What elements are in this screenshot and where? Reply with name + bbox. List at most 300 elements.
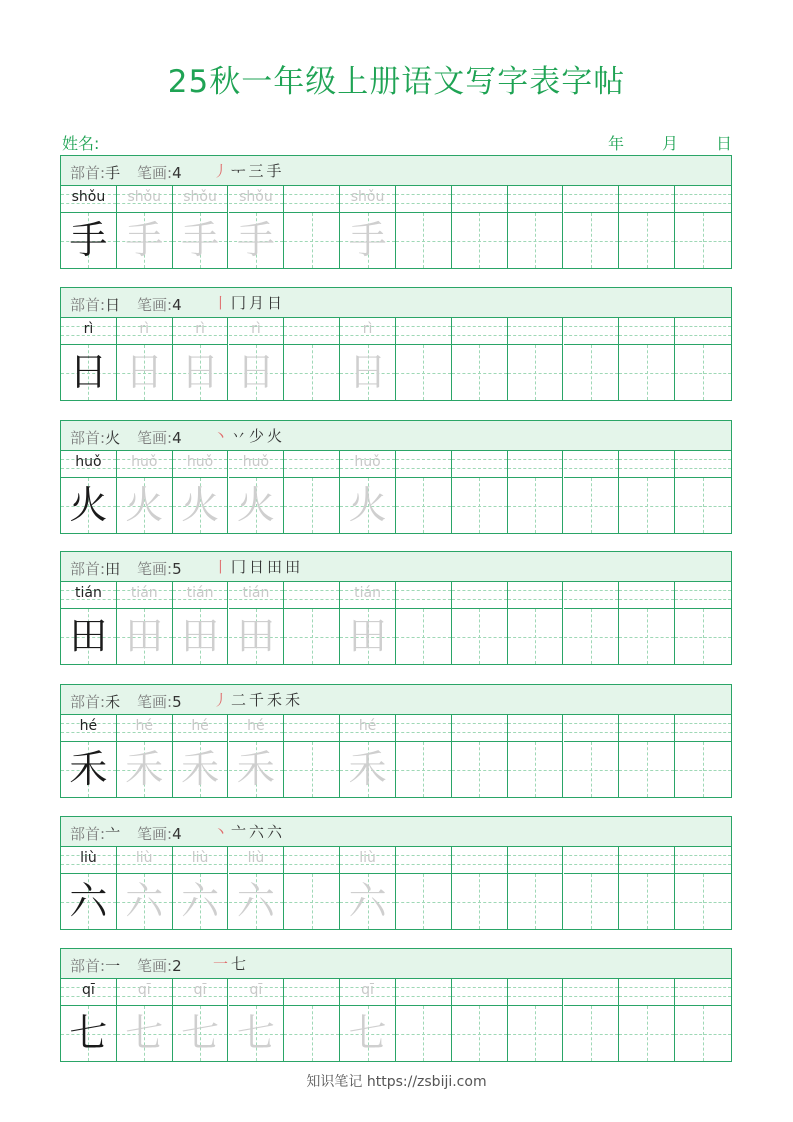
trace-character: 田 <box>125 614 164 658</box>
writing-cell[interactable] <box>173 451 229 533</box>
guide-line <box>284 723 339 724</box>
block-header <box>61 421 731 451</box>
pinyin-box <box>564 582 619 609</box>
pinyin-box <box>173 847 228 874</box>
writing-cell[interactable] <box>675 318 731 400</box>
writing-cell[interactable] <box>675 451 731 533</box>
character-box <box>675 478 731 533</box>
stroke-count-label: 笔画: <box>137 957 173 975</box>
pinyin-trace: liù <box>191 850 209 866</box>
writing-cell[interactable] <box>452 582 508 664</box>
pinyin-box <box>229 847 284 874</box>
pinyin-box <box>508 186 563 213</box>
writing-cell[interactable] <box>619 451 675 533</box>
character-box <box>619 478 674 533</box>
character-box <box>173 213 228 268</box>
writing-cell[interactable] <box>117 847 173 929</box>
stroke-sequence <box>213 556 303 577</box>
writing-cell[interactable] <box>564 979 620 1061</box>
guide-line <box>452 987 507 988</box>
pinyin-box <box>173 979 228 1006</box>
guide-line <box>675 1034 731 1035</box>
pinyin-box <box>61 451 116 478</box>
pinyin-trace: huǒ <box>242 454 270 470</box>
guide-line <box>396 468 451 469</box>
pinyin-box <box>117 979 172 1006</box>
pinyin-box <box>61 847 116 874</box>
writing-cell[interactable] <box>229 847 285 929</box>
guide-line <box>508 459 563 460</box>
guide-line <box>675 902 731 903</box>
writing-cell[interactable] <box>396 979 452 1061</box>
guide-line <box>396 241 451 242</box>
character-box <box>340 742 395 797</box>
character-box <box>340 345 395 400</box>
stroke-count-value: 4 <box>172 164 182 182</box>
block-header <box>61 817 731 847</box>
writing-cell[interactable] <box>117 451 173 533</box>
character-box <box>452 345 507 400</box>
character-box <box>396 213 451 268</box>
radical-value: 田 <box>105 560 121 578</box>
writing-cell[interactable] <box>173 318 229 400</box>
pinyin-trace: liù <box>247 850 265 866</box>
writing-cell[interactable] <box>508 451 564 533</box>
character-box <box>229 874 284 929</box>
pinyin-box <box>675 318 731 345</box>
trace-character: 火 <box>236 483 275 527</box>
writing-cell[interactable] <box>229 582 285 664</box>
guide-line <box>508 326 563 327</box>
writing-cell[interactable] <box>340 186 396 268</box>
character-block <box>60 155 732 269</box>
writing-cell[interactable] <box>564 451 620 533</box>
guide-line <box>452 326 507 327</box>
stroke-count-label: 笔画: <box>137 296 173 314</box>
character-box <box>229 742 284 797</box>
guide-line <box>619 203 674 204</box>
writing-cell[interactable] <box>564 186 620 268</box>
pinyin-box <box>173 186 228 213</box>
writing-cell[interactable] <box>675 582 731 664</box>
stroke-count-value: 4 <box>172 429 182 447</box>
guide-line <box>619 194 674 195</box>
pinyin-box <box>452 582 507 609</box>
guide-line <box>675 590 731 591</box>
guide-line <box>284 855 339 856</box>
pinyin-trace: qī <box>249 982 263 998</box>
writing-cell[interactable] <box>117 715 173 797</box>
character-box <box>452 742 507 797</box>
guide-line <box>619 732 674 733</box>
guide-line <box>619 468 674 469</box>
writing-cell[interactable] <box>340 451 396 533</box>
writing-cell[interactable] <box>284 715 340 797</box>
guide-line <box>452 723 507 724</box>
guide-line <box>564 996 619 997</box>
guide-line <box>452 203 507 204</box>
stroke-step: 丶 <box>213 427 232 445</box>
writing-cell[interactable] <box>508 979 564 1061</box>
writing-grid <box>61 318 731 400</box>
guide-line <box>452 770 507 771</box>
character-box <box>619 1006 674 1061</box>
writing-cell[interactable] <box>173 186 229 268</box>
pinyin-box <box>396 451 451 478</box>
name-date-line <box>62 131 734 153</box>
writing-cell[interactable] <box>284 318 340 400</box>
character-box <box>61 213 116 268</box>
character-box <box>452 874 507 929</box>
stroke-sequence <box>213 425 285 446</box>
trace-character: 田 <box>181 614 220 658</box>
writing-grid <box>61 451 731 533</box>
pinyin-trace: hé <box>358 718 377 734</box>
writing-cell[interactable] <box>508 318 564 400</box>
stroke-step: 七 <box>231 955 250 973</box>
writing-cell[interactable] <box>396 451 452 533</box>
character-box <box>508 478 563 533</box>
guide-line <box>675 194 731 195</box>
trace-character: 六 <box>236 879 275 923</box>
character-box <box>61 478 116 533</box>
guide-line <box>452 864 507 865</box>
pinyin-box <box>229 582 284 609</box>
writing-cell[interactable] <box>173 715 229 797</box>
guide-line <box>564 902 619 903</box>
writing-cell[interactable] <box>564 847 620 929</box>
writing-cell[interactable] <box>396 847 452 929</box>
model-character: 禾 <box>69 747 108 791</box>
pinyin-box <box>564 186 619 213</box>
guide-line <box>508 1034 563 1035</box>
writing-cell[interactable] <box>452 186 508 268</box>
writing-cell[interactable] <box>340 847 396 929</box>
pinyin-text: tián <box>74 585 102 601</box>
pinyin-trace: tián <box>186 585 214 601</box>
pinyin-trace: rì <box>139 321 150 337</box>
trace-character: 六 <box>125 879 164 923</box>
writing-cell[interactable] <box>284 979 340 1061</box>
guide-line <box>284 459 339 460</box>
stroke-step: 亠 <box>231 823 250 841</box>
writing-cell[interactable] <box>452 979 508 1061</box>
writing-grid <box>61 582 731 664</box>
writing-cell[interactable] <box>564 582 620 664</box>
pinyin-trace: tián <box>130 585 158 601</box>
pinyin-box <box>396 186 451 213</box>
guide-line <box>508 637 563 638</box>
writing-cell[interactable] <box>619 715 675 797</box>
writing-cell[interactable] <box>396 186 452 268</box>
writing-cell[interactable] <box>340 979 396 1061</box>
writing-cell[interactable] <box>396 318 452 400</box>
writing-cell[interactable] <box>619 186 675 268</box>
writing-cell[interactable] <box>284 582 340 664</box>
character-box <box>396 742 451 797</box>
character-box <box>284 213 339 268</box>
character-box <box>229 1006 284 1061</box>
character-box <box>117 874 172 929</box>
model-character: 田 <box>69 614 108 658</box>
stroke-count-info <box>137 691 182 712</box>
writing-cell[interactable] <box>229 186 285 268</box>
guide-line <box>564 326 619 327</box>
writing-cell[interactable] <box>675 847 731 929</box>
writing-grid <box>61 847 731 929</box>
stroke-step: 丨 <box>213 558 232 576</box>
stroke-count-info <box>137 294 182 315</box>
character-box <box>340 478 395 533</box>
guide-line <box>619 987 674 988</box>
trace-character: 日 <box>236 350 275 394</box>
writing-cell[interactable] <box>452 847 508 929</box>
guide-line <box>452 732 507 733</box>
writing-cell[interactable] <box>284 847 340 929</box>
stroke-step: 三 <box>248 162 267 180</box>
character-box <box>173 874 228 929</box>
writing-cell[interactable] <box>61 451 117 533</box>
writing-cell[interactable] <box>173 582 229 664</box>
writing-cell[interactable] <box>117 979 173 1061</box>
stroke-count-value: 4 <box>172 825 182 843</box>
character-box <box>508 874 563 929</box>
pinyin-box <box>619 582 674 609</box>
writing-cell[interactable] <box>675 186 731 268</box>
trace-character: 手 <box>236 218 275 262</box>
writing-cell[interactable] <box>284 186 340 268</box>
pinyin-box <box>396 715 451 742</box>
writing-cell[interactable] <box>340 318 396 400</box>
guide-line <box>508 599 563 600</box>
pinyin-text: hé <box>79 718 98 734</box>
guide-line <box>619 770 674 771</box>
guide-line <box>452 194 507 195</box>
character-box <box>452 478 507 533</box>
guide-line <box>508 335 563 336</box>
writing-cell[interactable] <box>173 979 229 1061</box>
writing-cell[interactable] <box>173 847 229 929</box>
character-box <box>284 1006 339 1061</box>
writing-cell[interactable] <box>396 715 452 797</box>
character-box <box>396 609 451 664</box>
writing-cell[interactable] <box>508 582 564 664</box>
writing-cell[interactable] <box>619 847 675 929</box>
writing-cell[interactable] <box>675 979 731 1061</box>
guide-line <box>564 855 619 856</box>
writing-cell[interactable] <box>61 847 117 929</box>
writing-cell[interactable] <box>229 451 285 533</box>
guide-line <box>564 506 619 507</box>
pinyin-trace: hé <box>135 718 153 734</box>
guide-line <box>675 723 731 724</box>
writing-cell[interactable] <box>229 318 285 400</box>
writing-cell[interactable] <box>61 715 117 797</box>
writing-cell[interactable] <box>61 979 117 1061</box>
writing-cell[interactable] <box>675 715 731 797</box>
trace-character: 田 <box>348 614 387 658</box>
character-box <box>675 609 731 664</box>
pinyin-box <box>452 715 507 742</box>
radical-info <box>70 294 120 315</box>
block-header <box>61 288 731 318</box>
writing-cell[interactable] <box>452 451 508 533</box>
writing-cell[interactable] <box>508 186 564 268</box>
stroke-sequence <box>213 292 285 313</box>
guide-line <box>675 637 731 638</box>
guide-line <box>284 506 339 507</box>
guide-line <box>284 732 339 733</box>
guide-line <box>284 637 339 638</box>
writing-cell[interactable] <box>117 582 173 664</box>
pinyin-box <box>284 847 339 874</box>
guide-line <box>284 241 339 242</box>
writing-cell[interactable] <box>452 715 508 797</box>
writing-cell[interactable] <box>61 318 117 400</box>
stroke-count-info <box>137 558 182 579</box>
pinyin-box <box>396 582 451 609</box>
guide-line <box>396 864 451 865</box>
writing-cell[interactable] <box>508 715 564 797</box>
writing-cell[interactable] <box>229 979 285 1061</box>
pinyin-trace: liù <box>359 850 376 866</box>
guide-line <box>284 194 339 195</box>
guide-line <box>508 506 563 507</box>
trace-character: 禾 <box>348 747 387 791</box>
guide-line <box>675 459 731 460</box>
trace-character: 六 <box>181 879 220 923</box>
guide-line <box>452 335 507 336</box>
guide-line <box>396 855 451 856</box>
writing-cell[interactable] <box>229 715 285 797</box>
pinyin-box <box>61 715 116 742</box>
writing-cell[interactable] <box>619 582 675 664</box>
trace-character: 日 <box>125 350 164 394</box>
stroke-count-value: 5 <box>172 560 182 578</box>
pinyin-box <box>508 582 563 609</box>
stroke-step: 禾 <box>267 691 286 709</box>
writing-cell[interactable] <box>61 186 117 268</box>
stroke-step: 千 <box>249 691 268 709</box>
character-box <box>229 345 284 400</box>
pinyin-box <box>117 451 172 478</box>
writing-cell[interactable] <box>564 318 620 400</box>
guide-line <box>564 864 619 865</box>
writing-cell[interactable] <box>396 582 452 664</box>
radical-label: 部首: <box>70 560 106 578</box>
writing-cell[interactable] <box>340 715 396 797</box>
guide-line <box>619 723 674 724</box>
guide-line <box>564 468 619 469</box>
writing-cell[interactable] <box>452 318 508 400</box>
radical-info <box>70 823 120 844</box>
block-header <box>61 156 731 186</box>
radical-info <box>70 427 120 448</box>
guide-line <box>675 987 731 988</box>
pinyin-box <box>284 582 339 609</box>
stroke-sequence <box>213 160 285 181</box>
writing-cell[interactable] <box>284 451 340 533</box>
radical-value: 火 <box>105 429 121 447</box>
character-box <box>675 874 731 929</box>
pinyin-box <box>619 318 674 345</box>
block-header <box>61 552 731 582</box>
writing-cell[interactable] <box>619 979 675 1061</box>
guide-line <box>675 373 731 374</box>
writing-cell[interactable] <box>117 186 173 268</box>
writing-cell[interactable] <box>117 318 173 400</box>
pinyin-box <box>675 715 731 742</box>
trace-character: 火 <box>181 483 220 527</box>
stroke-count-value: 5 <box>172 693 182 711</box>
character-block <box>60 816 732 930</box>
character-box <box>619 345 674 400</box>
guide-line <box>675 326 731 327</box>
character-box <box>396 478 451 533</box>
pinyin-box <box>173 318 228 345</box>
character-box <box>396 874 451 929</box>
character-box <box>619 609 674 664</box>
guide-line <box>508 194 563 195</box>
guide-line <box>396 723 451 724</box>
stroke-step: 丿 <box>213 162 232 180</box>
pinyin-box <box>229 979 284 1006</box>
pinyin-trace: rì <box>362 321 373 337</box>
character-box <box>508 609 563 664</box>
guide-line <box>508 864 563 865</box>
character-box <box>173 345 228 400</box>
stroke-count-info <box>137 162 182 183</box>
writing-cell[interactable] <box>340 582 396 664</box>
model-character: 火 <box>69 483 108 527</box>
trace-character: 日 <box>181 350 220 394</box>
writing-cell[interactable] <box>61 582 117 664</box>
trace-character: 七 <box>181 1011 220 1055</box>
pinyin-box <box>284 318 339 345</box>
pinyin-box <box>284 451 339 478</box>
stroke-step: 田 <box>285 558 304 576</box>
guide-line <box>675 468 731 469</box>
character-box <box>452 213 507 268</box>
guide-line <box>619 996 674 997</box>
writing-cell[interactable] <box>564 715 620 797</box>
character-box <box>508 345 563 400</box>
guide-line <box>284 770 339 771</box>
character-box <box>173 609 228 664</box>
radical-info <box>70 162 120 183</box>
guide-line <box>619 902 674 903</box>
pinyin-trace: qī <box>193 982 207 998</box>
writing-cell[interactable] <box>508 847 564 929</box>
radical-info <box>70 558 120 579</box>
pinyin-box <box>61 979 116 1006</box>
guide-line <box>619 590 674 591</box>
guide-line <box>619 864 674 865</box>
pinyin-box <box>619 979 674 1006</box>
character-block <box>60 551 732 665</box>
radical-label: 部首: <box>70 957 106 975</box>
guide-line <box>564 590 619 591</box>
pinyin-text: liù <box>80 850 97 866</box>
radical-label: 部首: <box>70 693 106 711</box>
character-box <box>117 213 172 268</box>
character-box <box>284 609 339 664</box>
character-box <box>117 1006 172 1061</box>
pinyin-box <box>452 186 507 213</box>
model-character: 手 <box>69 218 108 262</box>
pinyin-box <box>508 979 563 1006</box>
writing-cell[interactable] <box>619 318 675 400</box>
